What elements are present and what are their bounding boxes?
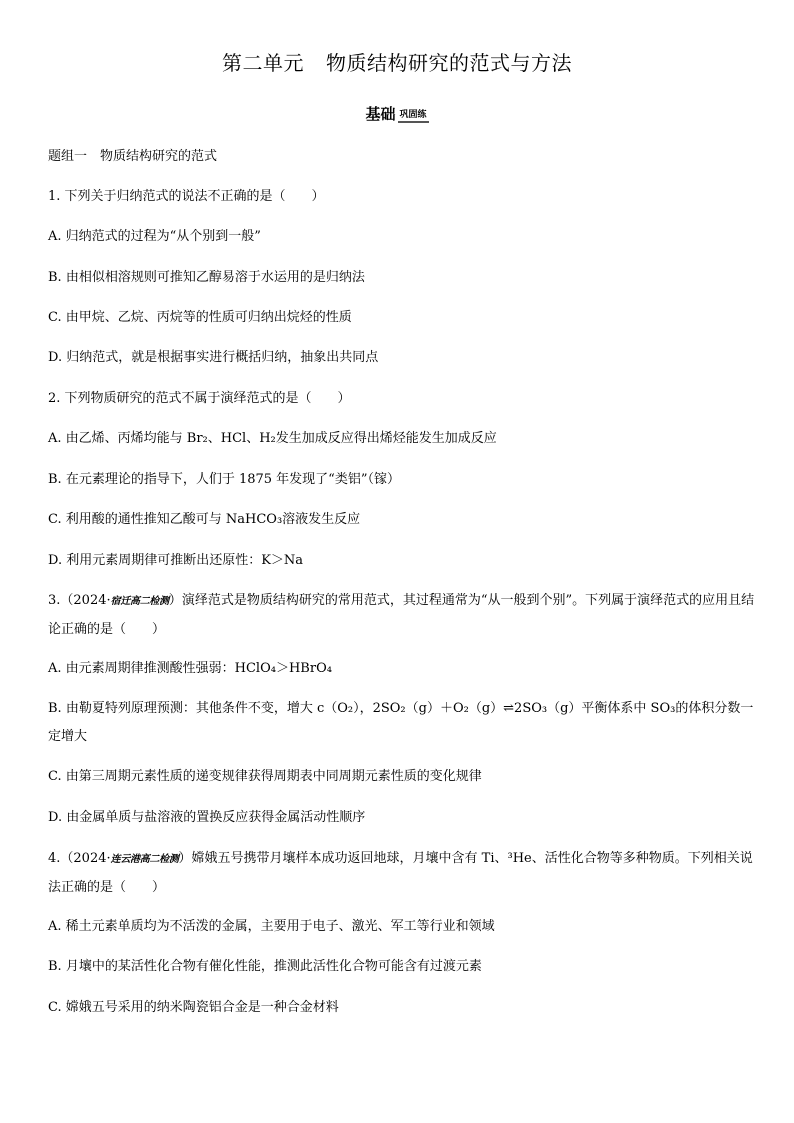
q3-number: 3.（2024· — [48, 593, 111, 608]
q2-option-d: D. 利用元素周期律可推断出还原性：K＞Na — [48, 553, 304, 568]
q2-option-a: A. 由乙烯、丙烯均能与 Br₂、HCl、H₂发生加成反应得出烯烃能发生加成反应 — [48, 431, 497, 446]
q4-source: 连云港高二检测 — [110, 854, 179, 865]
q4-stem — [48, 845, 760, 902]
q3-option-b: B. 由勒夏特列原理预测：其他条件不变，增大 c（O₂），2SO₂（g）＋O₂（g）⇌2SO₃（g）平衡体系中 SO₃的体积分数一定增大 — [48, 701, 754, 744]
q1-option-b: B. 由相似相溶规则可推知乙醇易溶于水运用的是归纳法 — [48, 270, 365, 285]
q1-option-a: A. 归纳范式的过程为“从个别到一般” — [48, 229, 261, 244]
q3-option-a: A. 由元素周期律推测酸性强弱：HClO₄＞HBrO₄ — [48, 661, 332, 676]
q4-stem-text: ）嫦娥五号携带月壤样本成功返回地球，月壤中含有 Ti、³He、活性化合物等多种物质。下列相关说法正确的是（ ） — [48, 851, 753, 895]
q2-option-b: B. 在元素理论的指导下，人们于 1875 年发现了“类铝”（镓） — [48, 472, 400, 487]
page-title — [0, 47, 794, 76]
q3-stem-text: ）演绎范式是物质结构研究的常用范式，其过程通常为“从一般到个别”。下列属于演绎范式的应用且结论正确的是（ ） — [48, 593, 755, 637]
section-main-label: 基础 — [365, 105, 396, 123]
group-heading: 题组一 物质结构研究的范式 — [48, 149, 218, 164]
q4-option-a: A. 稀土元素单质均为不活泼的金属，主要用于电子、激光、军工等行业和领域 — [48, 919, 495, 934]
q3-stem — [48, 587, 760, 644]
q4-option-c: C. 嫦娥五号采用的纳米陶瓷铝合金是一种合金材料 — [48, 1000, 339, 1015]
q4-number: 4.（2024· — [48, 851, 111, 866]
q3-option-c: C. 由第三周期元素性质的递变规律获得周期表中同周期元素性质的变化规律 — [48, 769, 482, 784]
q4-option-b: B. 月壤中的某活性化合物有催化性能，推测此活性化合物可能含有过渡元素 — [48, 959, 482, 974]
section-tag: 巩固练 — [398, 107, 429, 123]
q3-source: 宿迁高二检测 — [110, 596, 169, 607]
q2-option-c: C. 利用酸的通性推知乙酸可与 NaHCO₃溶液发生反应 — [48, 512, 361, 527]
title-topic: 物质结构研究的范式与方法 — [326, 51, 572, 75]
q3-option-d: D. 由金属单质与盐溶液的置换反应获得金属活动性顺序 — [48, 810, 366, 825]
q1-option-c: C. 由甲烷、乙烷、丙烷等的性质可归纳出烷烃的性质 — [48, 310, 352, 325]
q1-stem: 1. 下列关于归纳范式的说法不正确的是（ ） — [48, 189, 325, 204]
title-unit: 第二单元 — [222, 51, 304, 75]
q1-option-d: D. 归纳范式，就是根据事实进行概括归纳，抽象出共同点 — [48, 350, 379, 365]
section-heading — [0, 103, 794, 124]
q2-stem: 2. 下列物质研究的范式不属于演绎范式的是（ ） — [48, 391, 351, 406]
